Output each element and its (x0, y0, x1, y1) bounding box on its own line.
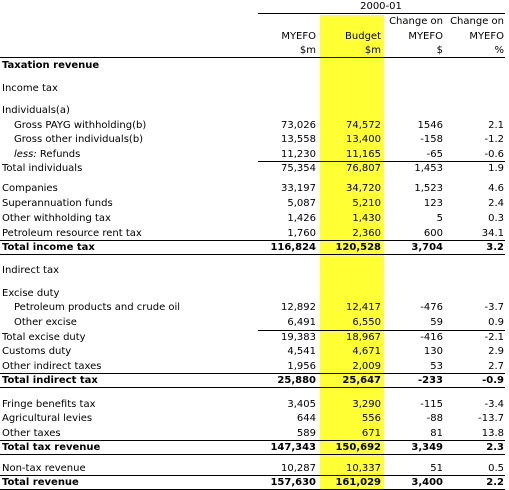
table-row (0, 148, 509, 161)
col3-header-line2: MYEFO (408, 31, 443, 42)
myefo-value: 589 (296, 428, 316, 439)
change-dollar-value: 1,523 (414, 183, 443, 194)
change-dollar-value: -416 (420, 332, 443, 343)
rule-line (0, 240, 505, 241)
row-label: Non-tax revenue (2, 463, 86, 474)
table-row (0, 82, 509, 95)
change-dollar-value: 3,349 (411, 442, 443, 453)
header-row-3 (0, 44, 509, 57)
table-row (0, 398, 509, 411)
change-percent-value: -0.9 (482, 375, 504, 386)
change-percent-value: 4.6 (488, 183, 504, 194)
row-label: Gross other individuals(b) (14, 134, 144, 145)
change-dollar-value: 51 (430, 463, 443, 474)
table-row (0, 212, 509, 225)
budget-value: 11,165 (346, 149, 381, 160)
budget-value: 6,550 (352, 317, 381, 328)
change-dollar-value: 59 (430, 317, 443, 328)
myefo-value: 6,491 (287, 317, 316, 328)
header-rule (0, 57, 505, 58)
row-label: Total individuals (2, 163, 83, 174)
budget-value: 161,029 (335, 477, 381, 488)
change-percent-value: 13.8 (481, 428, 504, 439)
change-percent-value: 34.1 (481, 228, 504, 239)
col1-header-line1: MYEFO (281, 31, 316, 42)
budget-value: 1,430 (352, 213, 381, 224)
row-label: Other indirect taxes (2, 361, 102, 372)
change-dollar-value: 600 (423, 228, 443, 239)
myefo-value: 116,824 (270, 242, 316, 253)
row-label (14, 148, 80, 161)
table-row (0, 119, 509, 132)
rule-line (258, 330, 505, 331)
budget-value: 74,572 (346, 120, 381, 131)
budget-value: 13,400 (346, 134, 381, 145)
table-row (0, 360, 509, 373)
row-label: Excise duty (2, 288, 60, 299)
change-percent-value: -0.6 (484, 149, 504, 160)
rule-line (0, 387, 505, 388)
myefo-value: 19,383 (281, 332, 316, 343)
budget-value: 671 (361, 428, 381, 439)
table-row (0, 287, 509, 300)
myefo-value: 33,197 (281, 183, 316, 194)
change-dollar-value: 53 (430, 361, 443, 372)
table-row (0, 162, 509, 175)
change-percent-value: 3.2 (486, 242, 504, 253)
budget-value: 3,290 (352, 399, 381, 410)
change-percent-value: 2.2 (486, 477, 504, 488)
period-rule (258, 13, 505, 14)
rule-line (0, 254, 505, 255)
change-dollar-value: -88 (426, 413, 443, 424)
myefo-value: 10,287 (281, 463, 316, 474)
budget-value: 4,671 (352, 346, 381, 357)
budget-value: 18,967 (346, 332, 381, 343)
myefo-value: 147,343 (270, 442, 316, 453)
change-percent-value: -1.2 (484, 134, 504, 145)
change-percent-value: 2.1 (488, 120, 504, 131)
budget-value: 120,528 (335, 242, 381, 253)
header-row-1 (0, 15, 509, 28)
change-percent-value: 1.9 (488, 163, 504, 174)
change-percent-value: 0.3 (488, 213, 504, 224)
change-dollar-value: -476 (420, 302, 443, 313)
change-percent-value: 2.4 (488, 198, 504, 209)
change-dollar-value: 81 (430, 428, 443, 439)
myefo-value: 75,354 (281, 163, 316, 174)
change-percent-value: 2.7 (488, 361, 504, 372)
myefo-value: 3,405 (287, 399, 316, 410)
change-dollar-value: 123 (423, 198, 443, 209)
change-dollar-value: 1,453 (414, 163, 443, 174)
row-label: Total revenue (2, 477, 79, 488)
budget-value: 34,720 (346, 183, 381, 194)
row-label: Fringe benefits tax (2, 399, 96, 410)
rule-line (0, 373, 505, 374)
myefo-value: 1,956 (287, 361, 316, 372)
change-dollar-value: 3,400 (411, 477, 443, 488)
row-label: Agricultural levies (2, 413, 93, 424)
budget-value: 5,210 (352, 198, 381, 209)
change-dollar-value: -115 (420, 399, 443, 410)
myefo-value: 1,760 (287, 228, 316, 239)
table-row (0, 476, 509, 489)
col3-header-line1: Change on (389, 16, 443, 27)
row-label: Income tax (2, 83, 58, 94)
row-label: Indirect tax (2, 265, 60, 276)
change-percent-value: -3.7 (484, 302, 504, 313)
change-dollar-value: 1546 (417, 120, 443, 131)
budget-value: 556 (361, 413, 381, 424)
row-label: Companies (2, 183, 58, 194)
row-label: Total excise duty (2, 332, 86, 343)
myefo-value: 13,558 (281, 134, 316, 145)
myefo-value: 644 (296, 413, 316, 424)
col2-header-line1: Budget (345, 31, 381, 42)
change-dollar-value: 5 (436, 213, 443, 224)
change-percent-value: -2.1 (484, 332, 504, 343)
table-row (0, 182, 509, 195)
table-row (0, 197, 509, 210)
table-row (0, 331, 509, 344)
change-percent-value: 0.5 (488, 463, 504, 474)
change-dollar-value: -233 (417, 375, 443, 386)
table-row (0, 441, 509, 454)
myefo-value: 25,880 (277, 375, 316, 386)
row-label: Customs duty (2, 346, 72, 357)
table-row (0, 427, 509, 440)
change-dollar-value: 3,704 (411, 242, 443, 253)
header-row-2 (0, 30, 509, 43)
myefo-value: 11,230 (281, 149, 316, 160)
row-label: Gross PAYG withholding(b) (14, 120, 147, 131)
change-dollar-value: -158 (420, 134, 443, 145)
table-row (0, 59, 509, 72)
budget-value: 2,360 (352, 228, 381, 239)
row-label: Other taxes (2, 428, 61, 439)
row-label: Individuals(a) (2, 105, 70, 116)
myefo-value: 4,541 (287, 346, 316, 357)
table-row (0, 316, 509, 329)
rule-line (0, 475, 505, 476)
table-row (0, 133, 509, 146)
myefo-value: 12,892 (281, 302, 316, 313)
row-label: Superannuation funds (2, 198, 113, 209)
table-row (0, 104, 509, 117)
row-label: Petroleum resource rent tax (2, 228, 142, 239)
less-prefix: less: (14, 149, 37, 160)
rule-line (0, 454, 505, 455)
row-label: Taxation revenue (2, 60, 100, 71)
rule-line (258, 161, 505, 162)
col4-header-line2: MYEFO (469, 31, 504, 42)
budget-value: 25,647 (342, 375, 381, 386)
budget-value: 12,417 (346, 302, 381, 313)
change-percent-value: 2.9 (488, 346, 504, 357)
table-row (0, 345, 509, 358)
table-row (0, 264, 509, 277)
row-label: Petroleum products and crude oil (14, 302, 181, 313)
change-percent-value: 0.9 (488, 317, 504, 328)
table-row (0, 241, 509, 254)
col4-header-unit: % (494, 45, 504, 56)
col2-header-unit: $m (364, 45, 381, 56)
table-row (0, 301, 509, 314)
change-percent-value: 2.3 (486, 442, 504, 453)
myefo-value: 73,026 (281, 120, 316, 131)
change-percent-value: -3.4 (484, 399, 504, 410)
row-label: Total income tax (2, 242, 95, 253)
budget-value: 2,009 (352, 361, 381, 372)
period-header: 2000-01 (360, 1, 402, 12)
table-row (0, 227, 509, 240)
myefo-value: 5,087 (287, 198, 316, 209)
col4-header-line1: Change on (450, 16, 504, 27)
table-row (0, 374, 509, 387)
budget-value: 150,692 (335, 442, 381, 453)
change-percent-value: -13.7 (478, 413, 504, 424)
col1-header-unit: $m (299, 45, 316, 56)
col3-header-unit: $ (436, 45, 443, 56)
row-label: Total tax revenue (2, 442, 101, 453)
change-dollar-value: -65 (426, 149, 443, 160)
row-label-text: Refunds (36, 149, 81, 160)
rule-line (0, 440, 505, 441)
row-label: Total indirect tax (2, 375, 98, 386)
budget-value: 10,337 (346, 463, 381, 474)
row-label: Other withholding tax (2, 213, 111, 224)
row-label: Other excise (14, 317, 77, 328)
table-row (0, 462, 509, 475)
myefo-value: 157,630 (270, 477, 316, 488)
change-dollar-value: 130 (423, 346, 443, 357)
budget-value: 76,807 (346, 163, 381, 174)
myefo-value: 1,426 (287, 213, 316, 224)
table-row (0, 412, 509, 425)
